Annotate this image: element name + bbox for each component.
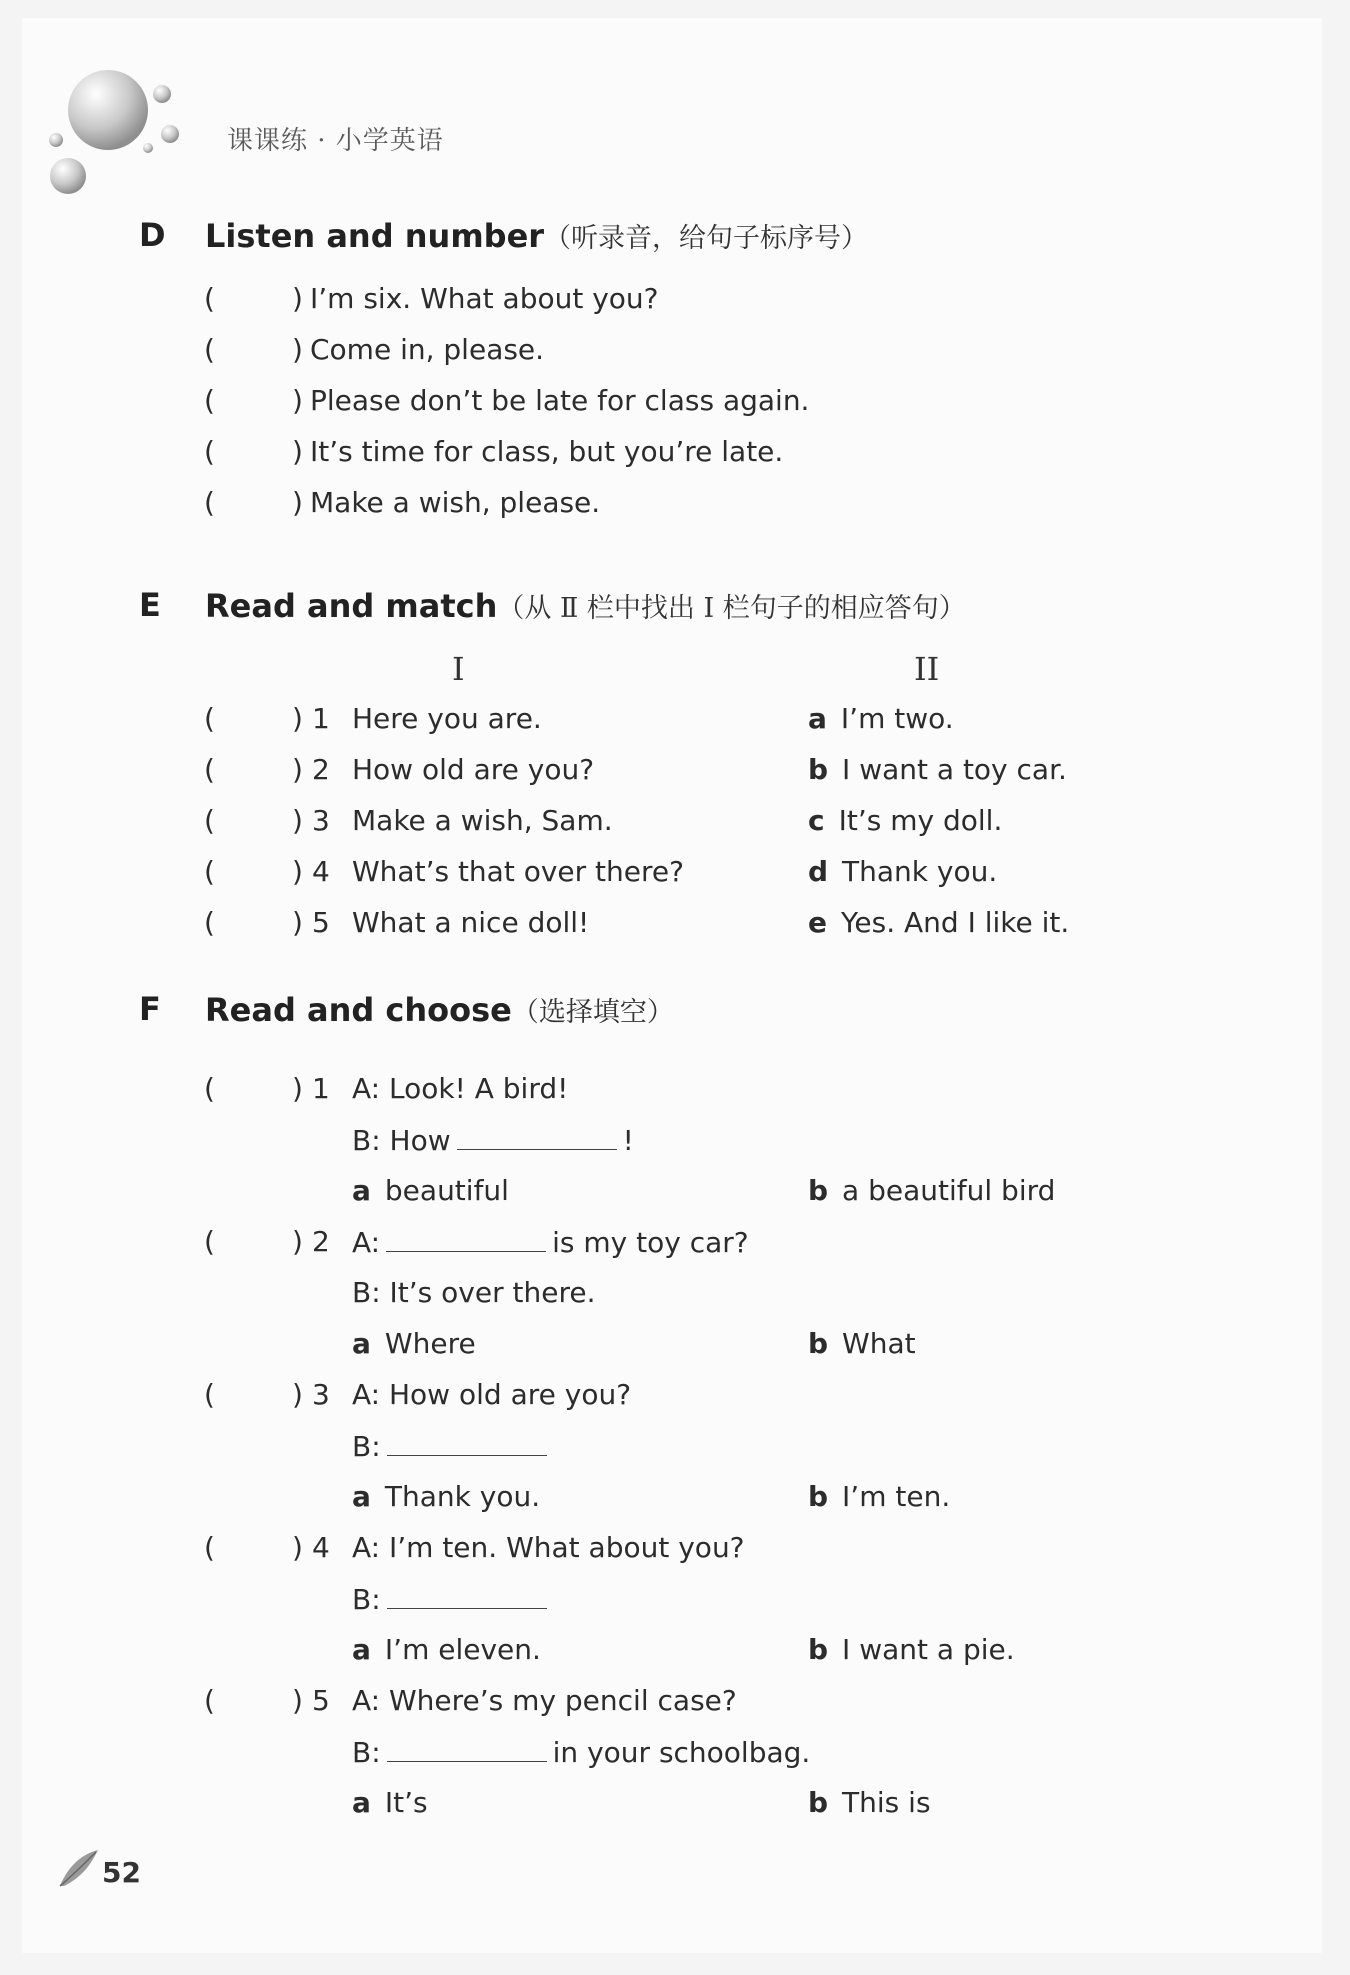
- bubbles-decoration-icon: [42, 68, 202, 198]
- section-e-heading: [205, 586, 966, 625]
- answer-text: It’s my doll.: [838, 804, 1003, 837]
- answer-text: Thank you.: [842, 855, 998, 888]
- answer-paren-open[interactable]: (: [204, 1378, 215, 1411]
- option-letter: b: [808, 1327, 829, 1360]
- option-a[interactable]: [352, 1633, 541, 1667]
- section-f-note: （选择填空）: [511, 997, 674, 1028]
- dialogue-b-text: B:: [352, 1583, 381, 1616]
- item-number: 2: [312, 1225, 330, 1258]
- option-b[interactable]: [808, 1327, 916, 1361]
- option-b[interactable]: [808, 1786, 931, 1820]
- section-e-note: （从 Ⅱ 栏中找出 Ⅰ 栏句子的相应答句）: [497, 593, 966, 624]
- dialogue-b: [352, 1735, 810, 1770]
- answer-paren-open[interactable]: (: [204, 1531, 215, 1564]
- option-b[interactable]: [808, 1633, 1015, 1667]
- option-letter: b: [808, 1480, 829, 1513]
- answer-paren-close: ): [292, 333, 303, 366]
- option-letter: a: [808, 702, 827, 735]
- question-text: How old are you?: [352, 753, 595, 786]
- fill-blank[interactable]: [387, 1429, 547, 1456]
- item-number: 5: [312, 906, 330, 939]
- option-text: I’m ten.: [842, 1480, 951, 1513]
- answer-paren-close: ): [292, 1072, 303, 1105]
- option-a[interactable]: [352, 1786, 428, 1820]
- dialogue-a: A: I’m ten. What about you?: [352, 1531, 745, 1564]
- answer-text: I’m two.: [840, 702, 954, 735]
- answer-paren-open[interactable]: (: [204, 1684, 215, 1717]
- question-text: What a nice doll!: [352, 906, 590, 939]
- question-text: Here you are.: [352, 702, 542, 735]
- dialogue-a-end: is my toy car?: [552, 1226, 749, 1259]
- option-letter: a: [352, 1786, 371, 1819]
- option-text: This is: [842, 1786, 931, 1819]
- item-number: 5: [312, 1684, 330, 1717]
- option-b[interactable]: [808, 1480, 950, 1514]
- section-f-letter: F: [139, 990, 161, 1028]
- sentence-text: Please don’t be late for class again.: [310, 384, 810, 417]
- item-number: 2: [312, 753, 330, 786]
- answer-paren-close: ): [292, 282, 303, 315]
- question-text: Make a wish, Sam.: [352, 804, 613, 837]
- item-number: 1: [312, 1072, 330, 1105]
- running-title: 课课练 · 小学英语: [227, 126, 444, 156]
- answer-paren-close: ): [292, 804, 303, 837]
- answer-paren-close: ): [292, 435, 303, 468]
- option-text: I want a pie.: [842, 1633, 1015, 1666]
- option-letter: d: [808, 855, 829, 888]
- workbook-page: [22, 18, 1322, 1953]
- answer-text: Yes. And I like it.: [841, 906, 1070, 939]
- fill-blank[interactable]: [457, 1123, 617, 1150]
- option-letter: e: [808, 906, 827, 939]
- dialogue-a: A: How old are you?: [352, 1378, 632, 1411]
- section-f-title: Read and choose: [205, 991, 512, 1029]
- dialogue-b-text: B:: [352, 1430, 381, 1463]
- answer-paren-open[interactable]: (: [204, 384, 215, 417]
- item-number: 3: [312, 804, 330, 837]
- option-letter: b: [808, 1633, 829, 1666]
- option-a[interactable]: [352, 1480, 540, 1514]
- option-text: It’s: [384, 1786, 428, 1819]
- answer-paren-close: ): [292, 1531, 303, 1564]
- question-text: What’s that over there?: [352, 855, 684, 888]
- option-letter: b: [808, 753, 829, 786]
- item-number: 4: [312, 855, 330, 888]
- option-a[interactable]: [352, 1327, 476, 1361]
- option-text: Where: [384, 1327, 476, 1360]
- leaf-icon: [58, 1846, 102, 1890]
- section-d-letter: D: [139, 216, 166, 254]
- answer-paren-open[interactable]: (: [204, 435, 215, 468]
- answer-paren-open[interactable]: (: [204, 1072, 215, 1105]
- fill-blank[interactable]: [387, 1735, 547, 1762]
- dialogue-b: [352, 1123, 634, 1158]
- answer-paren-open[interactable]: (: [204, 702, 215, 735]
- answer-paren-close: ): [292, 1225, 303, 1258]
- answer-paren-open[interactable]: (: [204, 906, 215, 939]
- answer-paren-close: ): [292, 1684, 303, 1717]
- dialogue-b: B: It’s over there.: [352, 1276, 596, 1309]
- dialogue-b: [352, 1582, 553, 1617]
- sentence-text: Make a wish, please.: [310, 486, 601, 519]
- answer-paren-open[interactable]: (: [204, 855, 215, 888]
- sentence-text: It’s time for class, but you’re late.: [310, 435, 784, 468]
- option-a[interactable]: [352, 1174, 509, 1208]
- section-d-title: Listen and number: [205, 217, 545, 255]
- column-1-header: I: [452, 650, 465, 688]
- answer-paren-close: ): [292, 906, 303, 939]
- answer-paren-close: ): [292, 753, 303, 786]
- column-2-header: II: [914, 650, 940, 688]
- item-number: 3: [312, 1378, 330, 1411]
- dialogue-b-end: !: [622, 1124, 634, 1157]
- section-f-heading: [205, 990, 674, 1029]
- option-text: a beautiful bird: [842, 1174, 1056, 1207]
- sentence-text: Come in, please.: [310, 333, 545, 366]
- answer-paren-close: ): [292, 486, 303, 519]
- option-letter: b: [808, 1786, 829, 1819]
- option-letter: a: [352, 1480, 371, 1513]
- dialogue-b-text: B: How: [352, 1124, 451, 1157]
- item-number: 1: [312, 702, 330, 735]
- dialogue-a-text: A:: [352, 1226, 381, 1259]
- answer-paren-close: ): [292, 702, 303, 735]
- option-b[interactable]: [808, 1174, 1055, 1208]
- answer-paren-open[interactable]: (: [204, 1225, 215, 1258]
- item-number: 4: [312, 1531, 330, 1564]
- option-letter: a: [352, 1633, 371, 1666]
- answer-paren-close: ): [292, 855, 303, 888]
- option-letter: a: [352, 1174, 371, 1207]
- page-number: 52: [102, 1856, 141, 1889]
- sentence-text: I’m six. What about you?: [310, 282, 659, 315]
- section-e-letter: E: [139, 586, 161, 624]
- answer-paren-open[interactable]: (: [204, 333, 215, 366]
- answer-text: I want a toy car.: [842, 753, 1067, 786]
- section-d-note: （听录音，给句子标序号）: [544, 223, 869, 254]
- answer-paren-close: ): [292, 384, 303, 417]
- option-text: What: [842, 1327, 916, 1360]
- dialogue-b: [352, 1429, 553, 1464]
- dialogue-a: A: Where’s my pencil case?: [352, 1684, 737, 1717]
- section-e-title: Read and match: [205, 587, 498, 625]
- dialogue-a: A: Look! A bird!: [352, 1072, 569, 1105]
- dialogue-b-text: B:: [352, 1736, 381, 1769]
- section-d-heading: [205, 216, 868, 255]
- option-text: Thank you.: [384, 1480, 541, 1513]
- option-letter: b: [808, 1174, 829, 1207]
- answer-paren-close: ): [292, 1378, 303, 1411]
- answer-paren-open[interactable]: (: [204, 804, 215, 837]
- option-letter: a: [352, 1327, 371, 1360]
- answer-paren-open[interactable]: (: [204, 753, 215, 786]
- option-text: I’m eleven.: [384, 1633, 541, 1666]
- option-letter: c: [808, 804, 825, 837]
- dialogue-b-end: in your schoolbag.: [552, 1736, 811, 1769]
- fill-blank[interactable]: [387, 1582, 547, 1609]
- fill-blank[interactable]: [386, 1225, 546, 1252]
- answer-paren-open[interactable]: (: [204, 282, 215, 315]
- option-text: beautiful: [384, 1174, 509, 1207]
- answer-paren-open[interactable]: (: [204, 486, 215, 519]
